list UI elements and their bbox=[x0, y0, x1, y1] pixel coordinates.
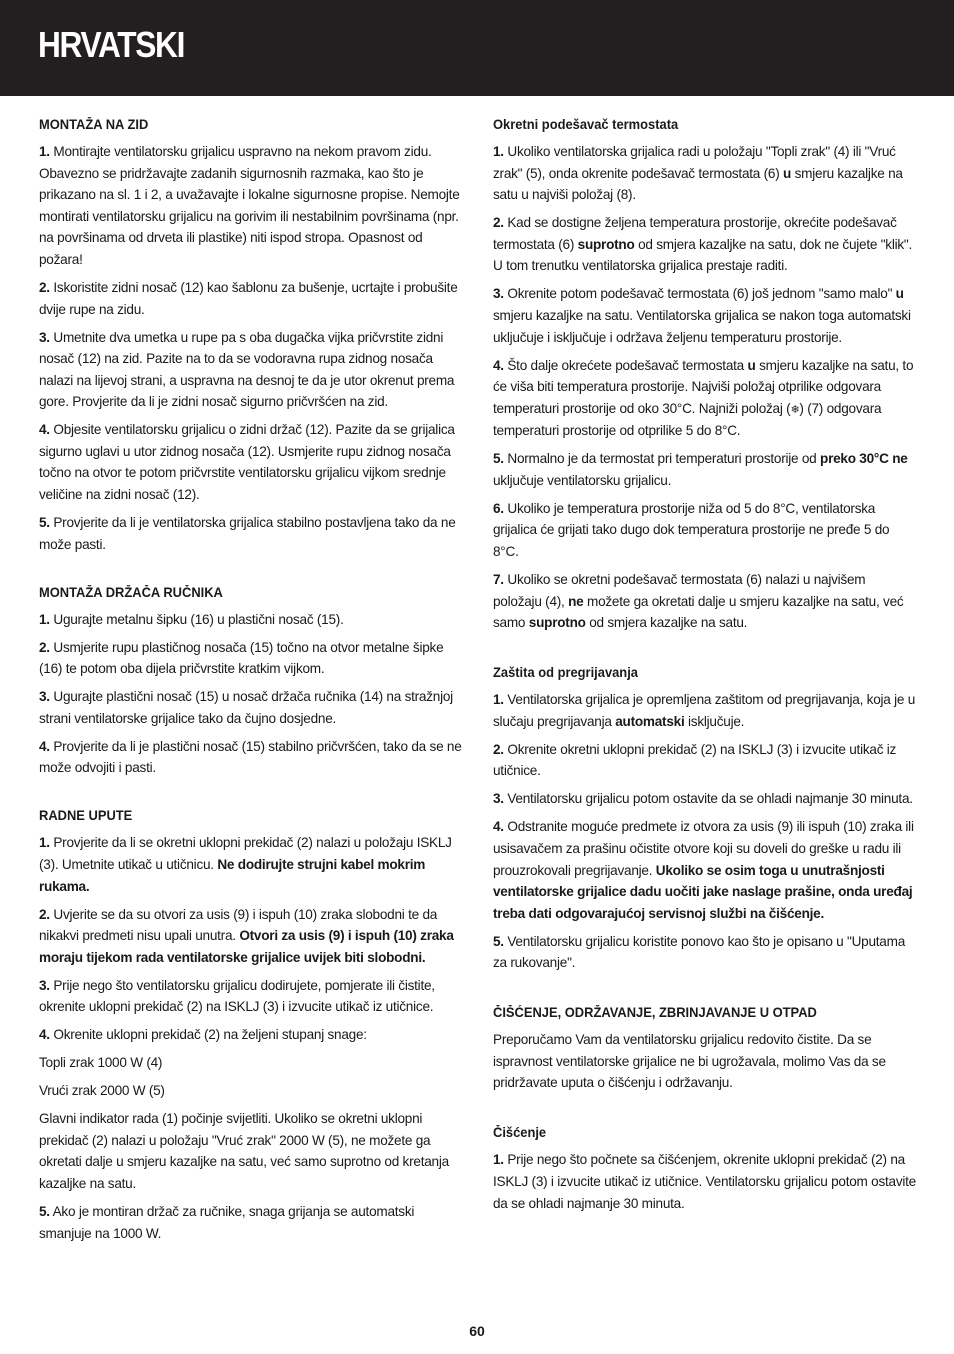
paragraph: 2. Okrenite okretni uklopni prekidač (2) na ISKLJ (3) i izvucite utikač iz utičnice. bbox=[493, 741, 897, 779]
section-heading: ČIŠĆENJE, ODRŽAVANJE, ZBRINJAVANJE U OTPAD bbox=[493, 1005, 817, 1021]
paragraph: 2. Uvjerite se da su otvori za usis (9) i ispuh (10) zraka slobodni te da nikakvi predmeti nisu upali unutra. Otvori za usis (9) i ispuh (10) zraka moraju tijekom rada ventilatorske grijalice uvijek biti slobodni. bbox=[39, 906, 454, 965]
paragraph: 3. Okrenite potom podešavač termostata (6) još jednom "samo malo" u smjeru kazaljke na satu. Ventilatorska grijalica se nakon toga automatski uključuje i isključuje i održava željenu temperaturu prostorije. bbox=[493, 286, 911, 345]
section-heading: MONTAŽA NA ZID bbox=[39, 117, 149, 132]
language-title: HRVATSKI bbox=[38, 24, 185, 65]
paragraph: 4. Okrenite uklopni prekidač (2) na željeni stupanj snage: bbox=[39, 1027, 367, 1043]
paragraph: 5. Ventilatorsku grijalicu koristite ponovo kao što je opisano u "Uputama za rukovanje". bbox=[493, 933, 906, 971]
paragraph: 4. Odstranite moguće predmete iz otvora za usis (9) ili ispuh (10) zraka ili usisavačem za prašinu očistite otvore koji su doveli do greške u radu ili prouzrokovali pregrijavanje. Ukoliko se osim toga u unutrašnjosti ventilatorske grijalice dadu uočiti jake naslage prašine, onda uređaj treba dati odgovarajućoj servisnoj službi na čišćenje. bbox=[493, 819, 914, 921]
paragraph: 1. Ventilatorska grijalica je opremljena zaštitom od pregrijavanja, koja je u slučaju pregrijavanja automatski isključuje. bbox=[493, 692, 916, 729]
page-number: 60 bbox=[469, 1323, 485, 1339]
paragraph: 1. Ugurajte metalnu šipku (16) u plastični nosač (15). bbox=[39, 611, 344, 627]
paragraph: 1. Ukoliko ventilatorska grijalica radi u položaju "Topli zrak" (4) ili "Vruć zrak" (5), onda okrenite podešavač termostata (6) u smjeru kazaljke na satu u najviši položaj (8). bbox=[493, 144, 903, 203]
paragraph: Glavni indikator rada (1) počinje svijetliti. Ukoliko se okretni uklopni prekidač (2) nalazi u položaju "Vruć zrak" 2000 W (5), ne možete ga okretati dalje u smjeru kazaljke na satu, već samo suprotno od kretanja kazaljke na satu. bbox=[39, 1111, 449, 1192]
section-heading: MONTAŽA DRŽAČA RUČNIKA bbox=[39, 584, 223, 600]
paragraph: 3. Umetnite dva umetka u rupe pa s oba dugačka vijka pričvrstite zidni nosač (12) na zid. Pazite na to da se vodoravna rupa zidnog nosača nalazi na lijevoj strani, a uspravna na desnoj te da je utor okrenut prema gore. Provjerite da li je zidni nosač sigurno pričvršćen na zid. bbox=[39, 329, 455, 410]
paragraph: 1. Provjerite da li se okretni uklopni prekidač (2) nalazi u položaju ISKLJ (3). Umetnite utikač u utičnicu. Ne dodirujte strujni kabel mokrim rukama. bbox=[39, 835, 452, 894]
paragraph: 2. Usmjerite rupu plastičnog nosača (15) točno na otvor metalne šipke (16) te potom oba dijela pričvrstite kratkim vijkom. bbox=[39, 639, 444, 677]
paragraph: 5. Provjerite da li je ventilatorska grijalica stabilno postavljena tako da ne može pasti. bbox=[39, 515, 456, 552]
paragraph: 2. Iskoristite zidni nosač (12) kao šablonu za bušenje, ucrtajte i probušite dvije rupe na zidu. bbox=[39, 279, 458, 317]
paragraph: 3. Ugurajte plastični nosač (15) u nosač držača ručnika (14) na stražnjoj strani ventilatorske grijalice tako da čujno dosjedne. bbox=[39, 689, 453, 726]
page-header bbox=[0, 0, 954, 96]
paragraph: 4. Objesite ventilatorsku grijalicu o zidni držač (12). Pazite da se grijalica sigurno uglavi u utor zidnog nosača (12). Usmjerite rupu zidnog nosača točno na otvor te potom pričvrstite ventilatorsku grijalicu vijkom srednje veličine na zidni nosač (12). bbox=[39, 422, 455, 503]
paragraph: 4. Provjerite da li je plastični nosač (15) stabilno pričvršćen, tako da se ne može odvojiti i pasti. bbox=[39, 738, 462, 776]
paragraph: 5. Normalno je da termostat pri temperaturi prostorije od preko 30°C ne uključuje ventilatorsku grijalicu. bbox=[493, 451, 908, 488]
power-level-hot: Vrući zrak 2000 W (5) bbox=[39, 1083, 165, 1099]
paragraph: 1. Montirajte ventilatorsku grijalicu uspravno na nekom pravom zidu. Obavezno se pridržavajte zadanih sigurnosnih razmaka, kao što je prikazano na sl. 1 i 2, a uvažavajte i lokalne sigurnosne propise. Nemojte montirati ventilatorsku grijalicu na gorivim ili nestabilnim površinama (npr. na površinama od drveta ili plastike) niti ispod stropa. Opasnost od požara! bbox=[39, 144, 460, 267]
paragraph: 1. Prije nego što počnete sa čišćenjem, okrenite uklopni prekidač (2) na ISKLJ (3) i izvucite utikač iz utičnice. Ventilatorsku grijalicu potom ostavite da se ohladi najmanje 30 minuta. bbox=[493, 1152, 916, 1211]
section-heading: RADNE UPUTE bbox=[39, 808, 133, 824]
paragraph: Preporučamo Vam da ventilatorsku grijalicu redovito čistite. Da se ispravnost ventilatorske grijalice ne bi ugrožavala, molimo Vas da se pridržavate uputa o čišćenju i održavanju. bbox=[493, 1032, 886, 1091]
snowflake-icon: ❄ bbox=[790, 402, 800, 416]
paragraph: 2. Kad se dostigne željena temperatura prostorije, okrećite podešavač termostata (6) suprotno od smjera kazaljke na satu, dok ne čujete "klik". U tom trenutku ventilatorska grijalica prestaje raditi. bbox=[493, 215, 913, 274]
section-heading: Okretni podešavač termostata bbox=[493, 117, 679, 132]
section-heading: Zaštita od pregrijavanja bbox=[493, 665, 638, 681]
paragraph: 7. Ukoliko se okretni podešavač termostata (6) nalazi u najvišem položaju (4), ne možete ga okretati dalje u smjeru kazaljke na satu, već samo suprotno od smjera kazaljke na satu. bbox=[493, 572, 904, 631]
paragraph: 3. Prije nego što ventilatorsku grijalicu dodirujete, pomjerate ili čistite, okrenite uklopni prekidač (2) na ISKLJ (3) i izvucite utikač iz utičnice. bbox=[39, 977, 435, 1015]
power-level-warm: Topli zrak 1000 W (4) bbox=[39, 1055, 163, 1071]
section-heading: Čišćenje bbox=[493, 1125, 547, 1141]
paragraph: 4. Što dalje okrećete podešavač termostata u smjeru kazaljke na satu, to će viša biti temperatura prostorije. Najviši položaj otprilike odgovara temperaturi prostorije od oko 30°C. Najniži položaj (❄) (7) odgovara temperaturi prostorije od otprilike 5 do 8°C. bbox=[493, 357, 914, 439]
paragraph: 3. Ventilatorsku grijalicu potom ostavite da se ohladi najmanje 30 minuta. bbox=[493, 791, 913, 807]
right-column bbox=[493, 114, 917, 1221]
paragraph: 6. Ukoliko je temperatura prostorije niža od 5 do 8°C, ventilatorska grijalica će grijati tako dugo dok temperatura prostorije ne pređe 5 do 8°C. bbox=[493, 500, 890, 560]
left-column bbox=[39, 114, 463, 1251]
paragraph: 5. Ako je montiran držač za ručnike, snaga grijanja se automatski smanjuje na 1000 W. bbox=[39, 1204, 415, 1241]
